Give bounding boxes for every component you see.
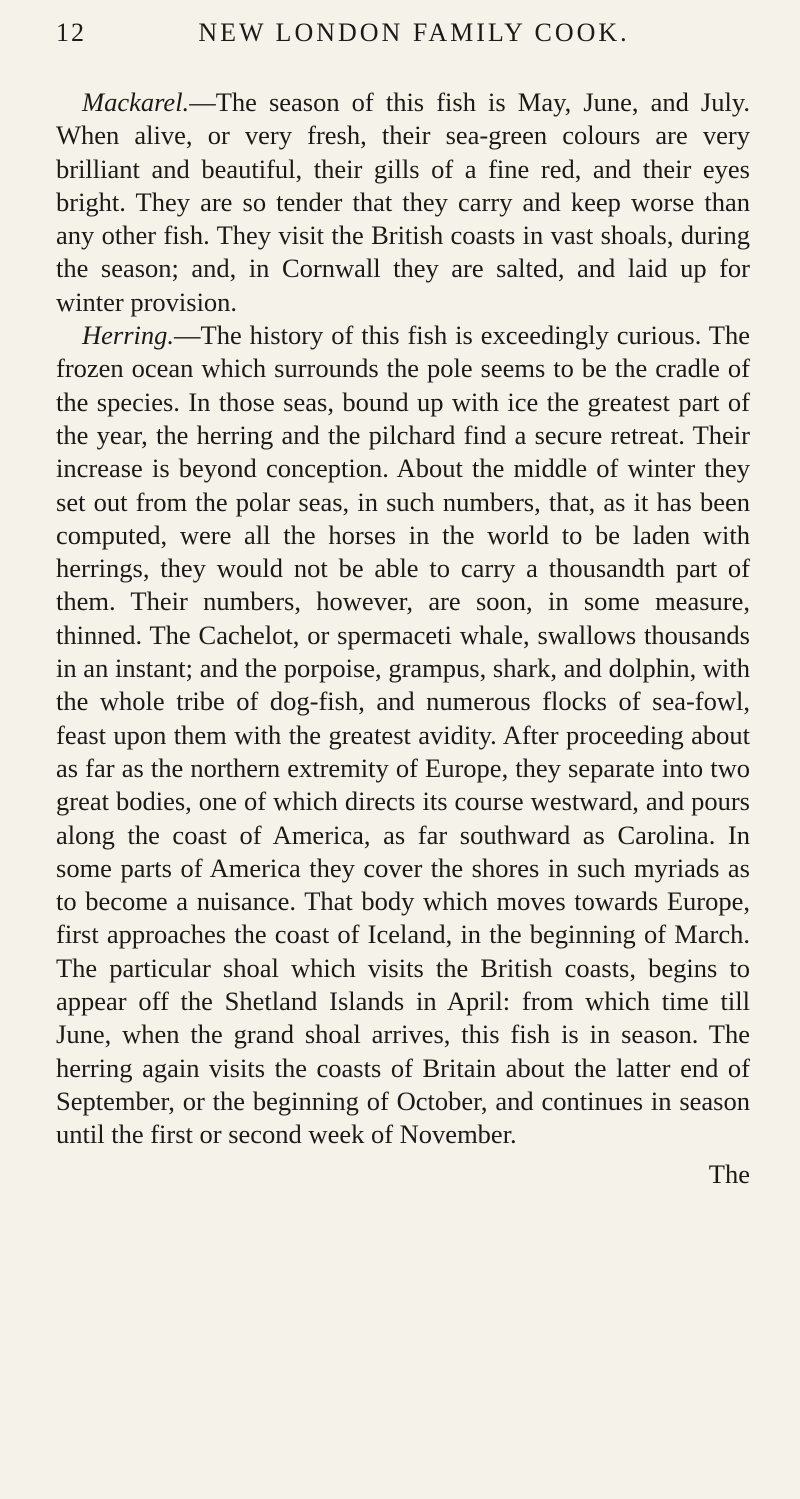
entry-herring	[56, 319, 750, 1151]
entry-title: Mackarel.	[82, 87, 190, 117]
catchword: The	[708, 1158, 750, 1189]
entry-title: Herring.	[82, 320, 175, 351]
body-text	[56, 86, 750, 1152]
entry-text: —The season of this fish is May, June, and July. When alive, or very fresh, their sea-green colours are very brilliant and beautiful, their gills of a fine red, and their eyes bright. They are so tender that they carry and keep worse than any other fish. They visit the British coasts in vast shoals, during the season; and, in Cornwall they are salted, and laid up for winter provision.	[56, 87, 750, 317]
running-title: NEW LONDON FAMILY COOK.	[198, 18, 630, 47]
entry-text: —The history of this fish is exceedingly curious. The frozen ocean which surrounds the pole seems to be the cradle of the species. In those seas, bound up with ice the greatest part of the year, the herring and the pilchard find a secure retreat. Their increase is beyond conception. About the middle of winter they set out from the polar seas, in such numbers, that, as it has been computed, were all the horses in the world to be laden with herrings, they would not be able to carry a thousandth part of them. Their numbers, however, are soon, in some measure, thinned. The Cachelot, or spermaceti whale, swallows thousands in an instant; and the porpoise, grampus, shark, and dolphin, with the whole tribe of dog-fish, and numerous flocks of sea-fowl, feast upon them with the greatest avidity. After proceeding about as far as the northern extremity of Europe, they separate into two great bodies, one of which directs its course westward, and pours along the coast of America, as far southward as Carolina. In some parts of America they cover the shores in such myriads as to become a nuisance. That body which moves towards Europe, first approaches the coast of Iceland, in the beginning of March. The particular shoal which visits the British coasts, begins to appear off the Shetland Islands in April: from which time till June, when the grand shoal arrives, this fish is in season. The herring again visits the coasts of Britain about the latter end of September, or the beginning of October, and continues in season until the first or second week of November.	[56, 320, 750, 1150]
entry-mackarel	[56, 86, 750, 319]
page-number: 12	[56, 18, 86, 47]
running-head	[56, 18, 750, 62]
